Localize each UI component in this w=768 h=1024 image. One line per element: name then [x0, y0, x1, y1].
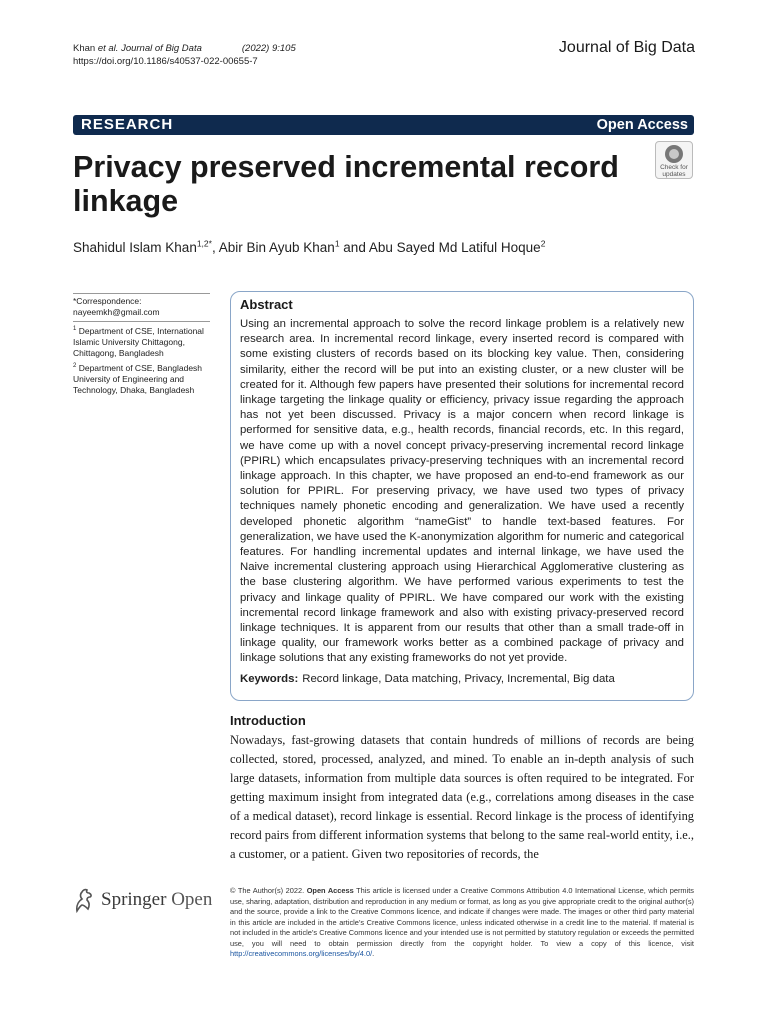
correspondence-email[interactable]: nayeemkh@gmail.com — [73, 307, 160, 317]
author — [369, 240, 546, 255]
header-citation-source — [73, 42, 202, 55]
keywords-list: Record linkage, Data matching, Privacy, Incremental, Big data — [302, 672, 615, 685]
keywords-label: Keywords: — [240, 672, 299, 685]
affiliation-text: Department of CSE, Bangladesh University of Engineering and Technology, Dhaka, Bangladesh — [73, 362, 203, 395]
running-header — [73, 42, 296, 68]
author-name: Abu Sayed Md Latiful Hoque — [368, 239, 541, 255]
correspondence — [73, 296, 210, 318]
header-et-al: et al. — [97, 43, 119, 54]
author-affiliation-mark: 1 — [334, 238, 340, 248]
publisher-name-suffix: Open — [171, 889, 213, 910]
license-text: This article is licensed under a Creative Commons Attribution 4.0 International License, which permits use, sharing, adaptation, distribution and reproduction in any medium or format, as long as you give appropriate credit to the original author(s) and the source, provide a link to the Creative Commons licence, and indicate if changes were made. The images or other third party material in this article are included in the article’s Creative Commons licence, unless indicated otherwise in a credit line to the material. If material is not included in the article’s Creative Commons licence and your intended use is not permitted by statutory regulation or exceeds the permitted use, you will need to obtain permission directly from the copyright holder. To view a copy of this licence, visit — [230, 886, 694, 948]
author-affiliation-mark: 2 — [540, 238, 546, 248]
abstract-heading: Abstract — [240, 297, 293, 312]
license-open-access: Open Access — [306, 886, 354, 895]
publisher-name-main: Springer — [101, 889, 167, 910]
introduction-heading: Introduction — [230, 713, 306, 728]
license-end: . — [372, 949, 375, 958]
affiliation-text: Department of CSE, International Islamic University Chittagong, Chittagong, Bangladesh — [73, 325, 204, 358]
author-name: Shahidul Islam Khan — [73, 239, 197, 255]
copyright-text: © The Author(s) 2022. — [230, 886, 307, 895]
abstract-text: Using an incremental approach to solve the record linkage problem is a relatively new research area. In incremental record linkage, every inserted record is compared with some existing clusters of records based on its blocking key value. Then, considering similarity, either the record will be put into an existing cluster, or a new cluster will be created for it. Although few papers have presented their solutions for incremental record linkage targeting the linkage quality or efficiency, privacy issue regarding the approach has not yet been discussed. Privacy is a major concern when record linkage is performed for sensitive data, e.g., health records, financial records, etc. In this regard, we have come up with a novel concept privacy-preserving incremental record linkage (PPIRL) which encapsulates privacy-preserving techniques with an incremental record linkage approach. In this chapter, we have proposed an end-to-end framework as our solution for PPIRL. For preserving privacy, we have used two types of privacy techniques namely phonetic encoding and generalization. We have used a recently developed phonetic algorithm “nameGist” to handle text-based features. For generalization, we have used the K-anonymization algorithm for numeric and categorical features. For handling incremental updates and internal linkage, we have used the Naive incremental clustering approach using Hierarchical Agglomerative clustering as the base clustering algorithm. We have performed various experiments to test the privacy and linkage quality of PPIRL. We have compared our work with the existing incremental record linkage framework and also with existing privacy-preserved record linkage techniques. It is apparent from our results that other than a small trade-off in linkage quality, our framework works better as a combined package of privacy and linkage solutions that any existing frameworks do not yet provide. — [240, 318, 684, 665]
affiliations-sidebar — [73, 293, 210, 398]
affiliation-mark: 2 — [73, 362, 77, 369]
correspondence-label: *Correspondence: — [73, 296, 142, 306]
abstract-box — [230, 291, 694, 701]
author-affiliation-mark: 1,2* — [196, 238, 212, 248]
author-separator: , — [211, 239, 219, 255]
license-notice — [230, 886, 694, 960]
affiliation — [73, 324, 210, 359]
author-list — [73, 238, 545, 255]
author-name: Abir Bin Ayub Khan — [218, 239, 335, 255]
check-for-updates-line2: updates — [662, 171, 686, 178]
introduction-text: Nowadays, fast-growing datasets that contain hundreds of millions of records are being collected, stored, processed, analyzed, and mined. To enable an in-depth analysis of such large datasets, information from multiple data sources is often required to be integrated. For getting maximum insight from integrated data (e.g., correlations among diseases in the case of a medical dataset), record linkage is essential. Record linkage is the process of identifying record pairs from different information systems that belong to the same real-world entity, i.e., a customer, or a patient. Given two repositories of records, the — [230, 733, 694, 861]
article-title: Privacy preserved incremental record linkage — [73, 150, 619, 218]
check-for-updates-icon — [665, 145, 683, 163]
affiliation — [73, 361, 210, 396]
author — [73, 240, 219, 255]
open-access-label: Open Access — [596, 117, 688, 133]
author-separator: and — [339, 239, 369, 255]
header-authors: Khan — [73, 43, 96, 54]
divider — [73, 321, 210, 322]
doi-link[interactable]: https://doi.org/10.1186/s40537-022-00655-7 — [73, 56, 258, 67]
header-journal: Journal of Big Data — [121, 43, 202, 54]
section-label: RESEARCH — [81, 116, 174, 133]
publisher-logo — [73, 887, 212, 913]
check-for-updates-line1: Check for — [660, 164, 688, 171]
publisher-name — [101, 889, 212, 911]
keywords — [240, 672, 684, 687]
affiliation-mark: 1 — [73, 326, 77, 332]
check-for-updates-badge[interactable] — [655, 141, 693, 179]
journal-name: Journal of Big Data — [558, 39, 695, 56]
header-citation: (2022) 9:105 — [241, 43, 296, 54]
license-link[interactable]: http://creativecommons.org/licenses/by/4.0/ — [230, 949, 373, 958]
author — [219, 240, 369, 255]
divider — [73, 293, 210, 294]
article-type-banner — [73, 115, 694, 135]
springer-horse-icon — [73, 887, 95, 913]
